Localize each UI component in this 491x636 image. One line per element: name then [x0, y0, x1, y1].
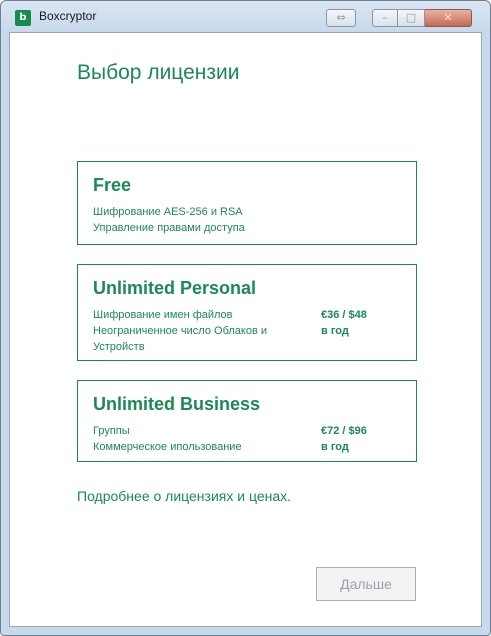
license-features: [93, 423, 303, 455]
license-name: Unlimited Personal: [93, 278, 257, 298]
resize-icon: ⇔: [336, 11, 346, 24]
maximize-button[interactable]: [398, 9, 425, 27]
minimize-button[interactable]: [372, 9, 398, 27]
boxcryptor-logo-icon: b: [15, 10, 31, 26]
license-price-block: [321, 307, 367, 339]
license-card-free[interactable]: [77, 161, 417, 245]
client-area: [9, 32, 482, 627]
window-title: Boxcryptor: [39, 9, 97, 23]
license-feature: Управление правами доступа: [93, 222, 245, 234]
license-price-block: [321, 423, 367, 455]
license-features: [93, 204, 303, 236]
license-features: [93, 307, 303, 355]
next-button[interactable]: Дальше: [316, 567, 416, 601]
license-name: Free: [93, 175, 132, 195]
close-icon: ✕: [443, 11, 453, 24]
license-feature: Шифрование имен файлов: [93, 309, 233, 321]
license-price: €36 / $48: [321, 309, 367, 321]
resize-button[interactable]: [326, 9, 356, 27]
page-title: Выбор лицензии: [77, 61, 240, 84]
license-feature: Неограниченное число Облаков и Устройств: [93, 325, 268, 353]
license-price: €72 / $96: [321, 425, 367, 437]
close-button[interactable]: [425, 9, 472, 27]
minimize-icon: –: [382, 11, 388, 24]
title-bar[interactable]: [1, 1, 490, 32]
maximize-icon: □: [405, 11, 417, 24]
license-card-unlimited-business[interactable]: [77, 380, 417, 462]
licenses-pricing-link[interactable]: Подробнее о лицензиях и ценах.: [77, 488, 292, 504]
license-period: в год: [321, 325, 349, 337]
license-feature: Шифрование AES-256 и RSA: [93, 206, 243, 218]
license-feature: Коммерческое ипользование: [93, 441, 242, 453]
license-name: Unlimited Business: [93, 394, 261, 414]
license-feature: Группы: [93, 425, 130, 437]
license-period: в год: [321, 441, 349, 453]
license-card-unlimited-personal[interactable]: [77, 264, 417, 361]
